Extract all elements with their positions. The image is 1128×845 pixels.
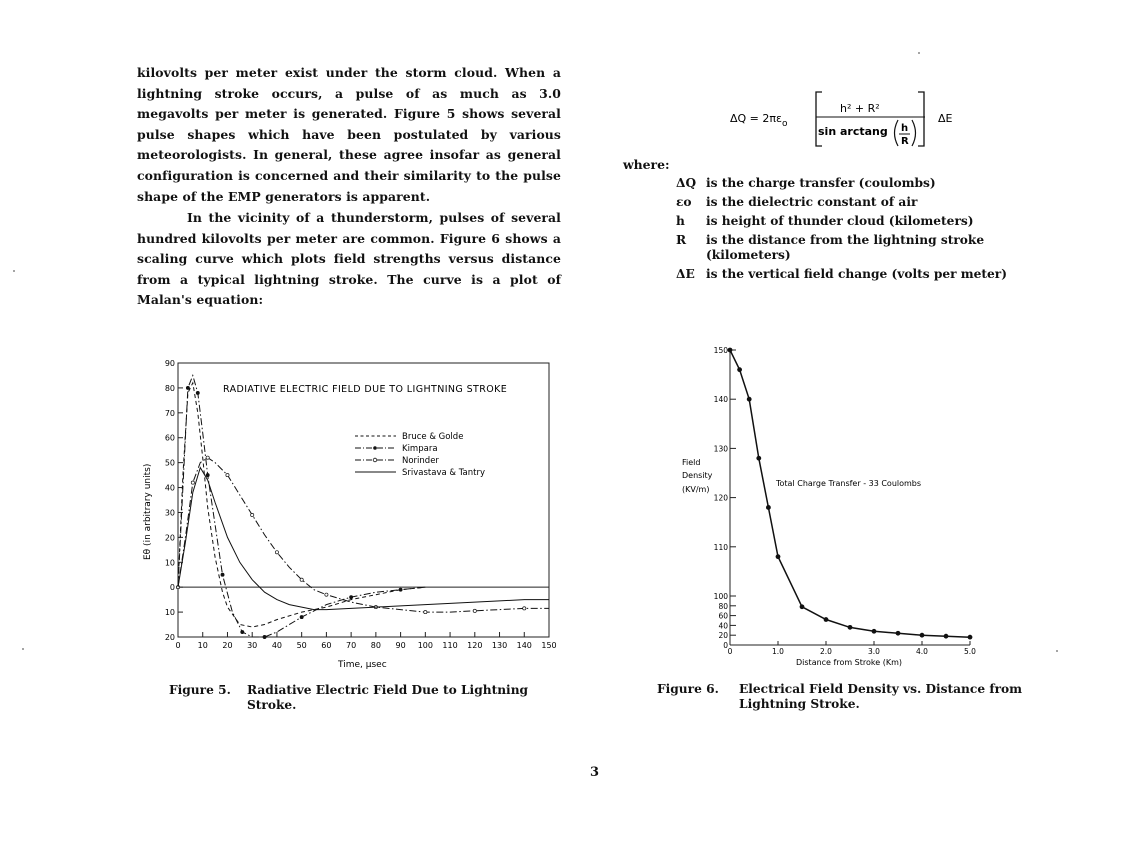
data-point-norinder: [191, 481, 194, 484]
x-tick-label: 5.0: [964, 647, 976, 656]
definition-text: is the distance from the lightning stroke (kilometers): [706, 233, 985, 262]
data-point: [824, 617, 829, 622]
figure-5-caption-text: Radiative Electric Field Due to Lightning Stroke.: [247, 683, 529, 712]
data-point-kimpara: [221, 573, 224, 576]
x-tick-label: 4.0: [916, 647, 928, 656]
data-point-kimpara: [300, 615, 303, 618]
x-tick-label: 3.0: [868, 647, 880, 656]
x-tick-label: 10: [197, 641, 208, 650]
y-tick-label: 80: [718, 601, 728, 611]
y-tick-label: 140: [713, 395, 728, 405]
definitions-list: [676, 176, 1026, 286]
equation-denominator: sin arctang: [818, 125, 888, 138]
y-axis-label-line-3: (KV/m): [682, 485, 710, 494]
figure-5-caption: [169, 683, 549, 713]
x-tick-label: 110: [442, 641, 458, 650]
series-line-kimpara: [178, 376, 425, 638]
definition-row: [676, 195, 1026, 210]
y-tick-label: 20: [164, 533, 175, 543]
x-axis-label: Distance from Stroke (Km): [796, 658, 902, 667]
legend-label: Norinder: [402, 456, 439, 466]
scan-speck: [13, 270, 15, 272]
series-line-field-density: [730, 350, 970, 637]
definition-text: is the dielectric constant of air: [706, 195, 918, 209]
x-axis-label: Time, μsec: [338, 660, 387, 670]
equation-lhs-sub: o: [782, 119, 788, 129]
y-tick-label: 20: [718, 631, 728, 641]
x-tick-label: 140: [516, 641, 532, 650]
y-tick-label: 150: [713, 346, 728, 355]
series-line-norinder: [178, 458, 549, 612]
y-tick-label: 40: [718, 621, 728, 631]
y-tick-label: 100: [713, 592, 728, 601]
data-point-kimpara: [263, 635, 266, 638]
x-tick-label: 70: [346, 641, 357, 650]
data-point-norinder: [206, 456, 209, 459]
y-tick-label: 70: [164, 408, 175, 418]
chart-annotation: Total Charge Transfer - 33 Coulombs: [776, 479, 922, 488]
figure-5-number: Figure 5.: [169, 683, 231, 697]
inner-frac-den: R: [901, 136, 909, 147]
tick-group: [165, 359, 557, 650]
y-tick-label: 0: [723, 641, 728, 650]
body-paragraph-2: [137, 208, 561, 311]
scan-speck: [22, 648, 24, 650]
y-tick-label: 130: [713, 444, 728, 454]
paren-right: [912, 120, 916, 146]
figure-6-number: Figure 6.: [657, 682, 719, 696]
y-tick-label: 20: [164, 633, 175, 642]
y-tick-label: 120: [713, 493, 728, 503]
y-tick-label: 10: [164, 558, 175, 568]
figure-6-caption-text: Electrical Field Density vs. Distance from Lightning Stroke.: [739, 682, 1023, 711]
equation-lhs: ΔQ = 2πε: [730, 112, 782, 125]
data-point-norinder: [424, 610, 427, 613]
y-tick-label: 0: [169, 583, 175, 593]
data-point-norinder: [300, 578, 303, 581]
body-paragraph-1: [137, 63, 561, 207]
x-tick-label: 80: [370, 641, 381, 650]
data-point: [800, 604, 805, 609]
x-tick-label: 60: [321, 641, 332, 650]
y-tick-label: 60: [164, 433, 175, 443]
paragraph-1-text: kilovolts per meter exist under the storm cloud. When a lightning stroke occurs, a pulse of as much as 3.0 megavolts per meter is generated. Figure 5 shows several pulse shapes which have been postulated by various meteorologists. In general, these agree insofar as general configuration is concerned and their similarity to the pulse shape of the EMP generators is apparent.: [137, 65, 561, 204]
x-tick-label: 130: [491, 641, 508, 650]
data-point-kimpara: [196, 391, 199, 394]
malan-equation: [730, 90, 970, 150]
data-point: [968, 635, 973, 640]
data-point-norinder: [325, 593, 328, 596]
equation-rhs: ΔE: [938, 112, 953, 125]
y-tick-label: 90: [164, 359, 175, 368]
plot-frame: [178, 363, 549, 637]
y-tick-label: 80: [164, 383, 175, 393]
legend-label: Bruce & Golde: [402, 432, 464, 442]
page-number: 3: [590, 765, 600, 780]
legend-marker-kimpara: [373, 446, 377, 450]
x-tick-label: 40: [271, 641, 283, 650]
definition-symbol: ΔE: [676, 267, 695, 281]
legend-label: Srivastava & Tantry: [402, 468, 485, 478]
x-tick-label: 0: [175, 641, 181, 650]
data-point: [776, 554, 781, 559]
right-bracket: [918, 92, 924, 146]
definition-text: is the vertical field change (volts per meter): [706, 267, 1007, 281]
y-tick-label: 40: [164, 483, 175, 493]
definition-symbol: R: [676, 233, 687, 247]
legend-label: Kimpara: [402, 444, 438, 454]
y-tick-label: 60: [718, 611, 728, 621]
x-tick-label: 20: [222, 641, 233, 650]
axes-group: [714, 346, 977, 656]
y-tick-label: 10: [164, 608, 175, 618]
x-tick-label: 0: [727, 647, 733, 656]
data-point-kimpara: [206, 473, 209, 476]
y-tick-label: 110: [713, 542, 728, 552]
x-tick-label: 120: [467, 641, 483, 650]
series-group: [176, 376, 549, 639]
series-line-srivastava-tantry: [178, 468, 549, 610]
series-line-bruce-golde: [178, 383, 425, 627]
data-point: [848, 625, 853, 630]
definition-row: [676, 176, 1026, 191]
figure-6-chart: [672, 345, 1072, 675]
data-point-norinder: [251, 513, 254, 516]
definition-row: [676, 214, 1026, 229]
data-point: [896, 631, 901, 636]
definition-row: [676, 267, 1026, 282]
definition-symbol: h: [676, 214, 685, 228]
inner-frac-num: h: [901, 123, 909, 134]
x-tick-label: 30: [247, 641, 258, 650]
definition-symbol: ΔQ: [676, 176, 697, 190]
figure-6-caption: [657, 682, 1047, 712]
data-point-norinder: [275, 551, 278, 554]
data-point: [766, 505, 771, 510]
scan-speck: [918, 52, 920, 54]
data-point-kimpara: [350, 596, 353, 599]
definition-row: [676, 233, 1026, 263]
y-axis-label-line-2: Density: [682, 471, 713, 480]
chart-title: RADIATIVE ELECTRIC FIELD DUE TO LIGHTNING STROKE: [223, 384, 508, 395]
data-point-kimpara: [186, 386, 189, 389]
data-point-kimpara: [241, 630, 244, 633]
definition-text: is the charge transfer (coulombs): [706, 176, 936, 190]
data-point-norinder: [523, 607, 526, 610]
definition-symbol: εo: [676, 195, 692, 209]
data-point: [747, 397, 752, 402]
legend-marker-norinder: [373, 458, 377, 462]
paren-left: [895, 120, 899, 146]
y-axis-label: Eθ (in arbitrary units): [143, 463, 153, 560]
x-tick-label: 2.0: [820, 647, 832, 656]
data-point: [872, 629, 877, 634]
where-label: where:: [623, 157, 670, 172]
data-point-kimpara: [399, 588, 402, 591]
x-tick-label: 1.0: [772, 647, 784, 656]
paragraph-2-text: In the vicinity of a thunderstorm, pulses of several hundred kilovolts per meter are common. Figure 6 shows a scaling curve which plots field strengths versus distance from a typical lightning stroke. The curve is a plot of Malan's equation:: [137, 210, 561, 308]
data-point-norinder: [226, 473, 229, 476]
data-point-norinder: [473, 609, 476, 612]
x-tick-label: 90: [395, 641, 406, 650]
data-point: [756, 456, 761, 461]
legend: [355, 432, 485, 478]
scan-speck: [1056, 650, 1058, 652]
figure-5-chart: [130, 355, 570, 675]
y-axis-label-line-1: Field: [682, 458, 701, 467]
x-tick-label: 150: [541, 641, 557, 650]
data-point: [728, 348, 733, 353]
series-group: [728, 348, 973, 640]
y-tick-label: 50: [164, 458, 175, 468]
x-tick-label: 100: [417, 641, 433, 650]
y-tick-label: 30: [164, 508, 175, 518]
x-tick-label: 50: [296, 641, 307, 650]
equation-numerator: h² + R²: [840, 102, 880, 115]
data-point: [920, 633, 925, 638]
definition-text: is height of thunder cloud (kilometers): [706, 214, 974, 228]
data-point: [737, 367, 742, 372]
data-point: [944, 634, 949, 639]
